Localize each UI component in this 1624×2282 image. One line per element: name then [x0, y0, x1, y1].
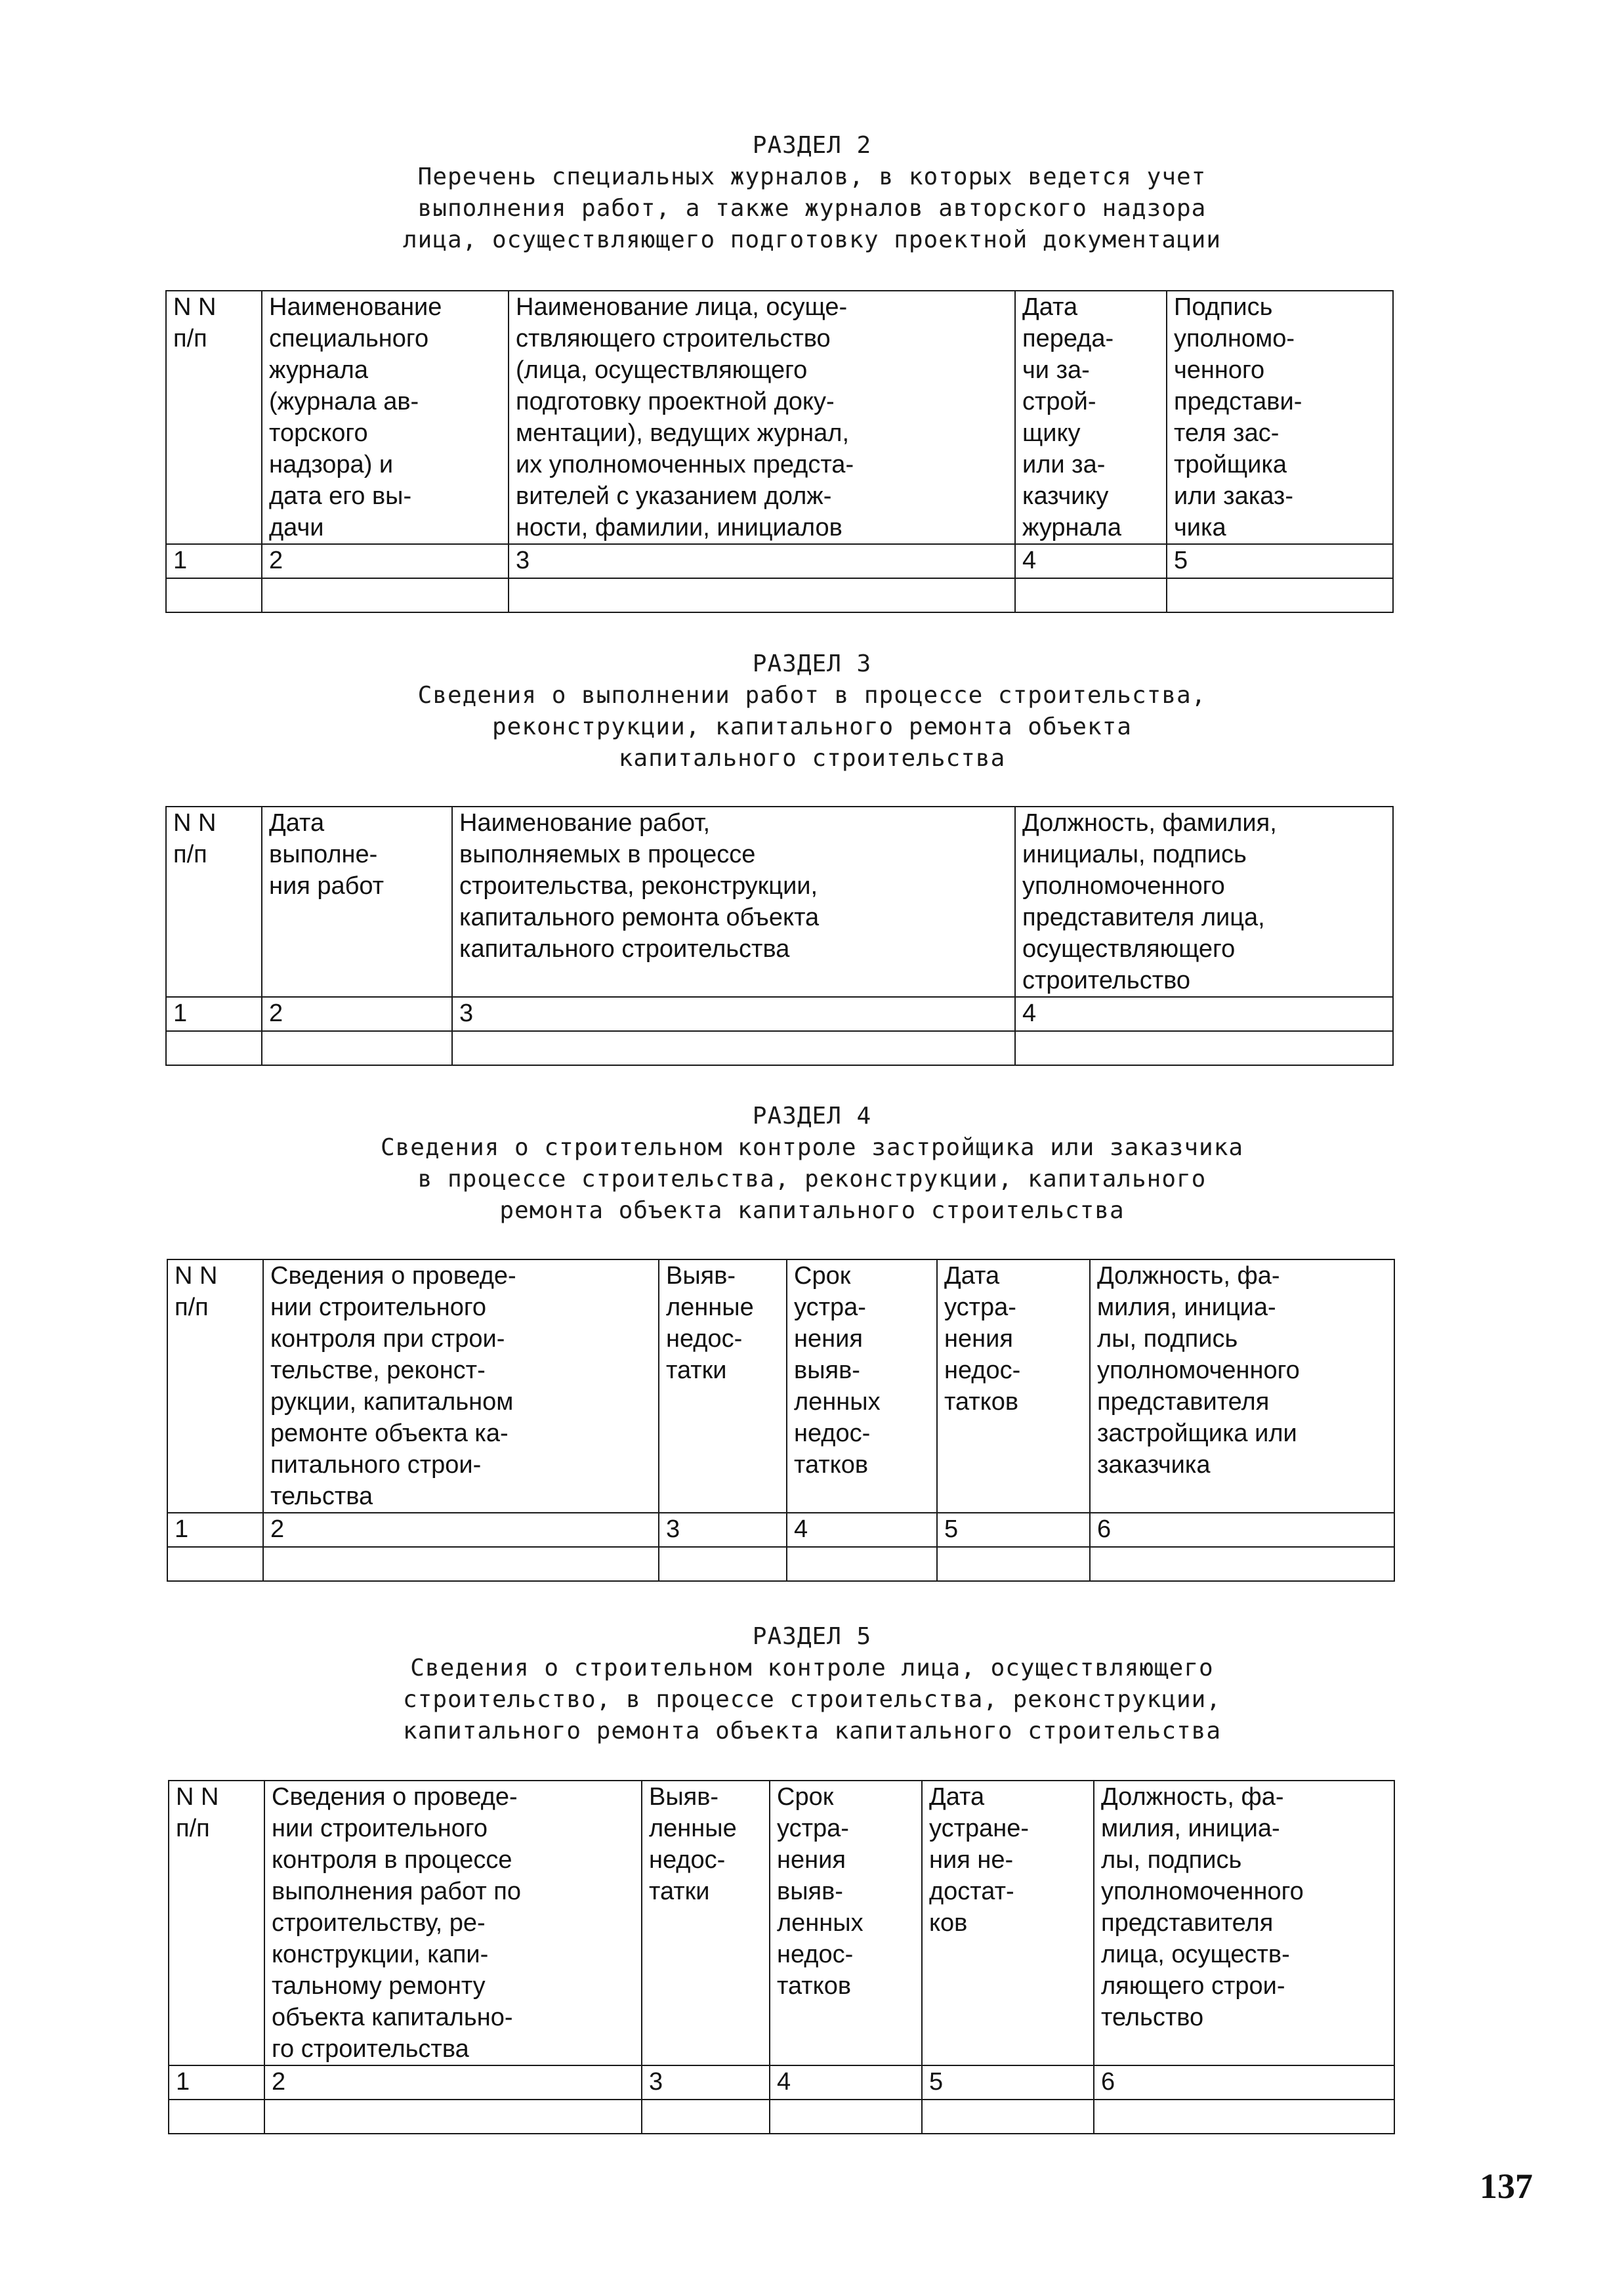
header-cell-journal-name: Наименование специального журнала (журнала ав- торского надзора) и дата его вы- дачи — [262, 291, 509, 544]
empty-cell — [169, 2100, 264, 2134]
section-4-table — [167, 1259, 1395, 1582]
column-number-cell: 4 — [787, 1513, 937, 1547]
section-2-table — [165, 290, 1394, 613]
column-number-cell: 1 — [166, 544, 262, 578]
section-4-title-line-3: ремонта объекта капитального строительства — [499, 1197, 1125, 1224]
empty-cell — [264, 2100, 642, 2134]
header-row — [166, 291, 1393, 544]
header-cell-fix-date: Дата устра- нения недос- татков — [937, 1259, 1090, 1513]
empty-cell — [263, 1547, 659, 1581]
section-5-table — [168, 1780, 1395, 2134]
header-cell-work-name: Наименование работ, выполняемых в процессе строительства, реконструкции, капитального ремонта объекта капитального строительства — [452, 807, 1015, 997]
empty-cell — [167, 1547, 263, 1581]
empty-data-row — [167, 1547, 1394, 1581]
section-3-title-line-2: реконструкции, капитального ремонта объекта — [492, 713, 1132, 740]
empty-cell — [166, 1031, 262, 1065]
column-number-cell: 2 — [264, 2065, 642, 2100]
column-number-cell: 4 — [770, 2065, 922, 2100]
section-2-title-line-2: выполнения работ, а также журналов авторского надзора — [417, 195, 1207, 222]
empty-cell — [262, 1031, 452, 1065]
column-number-cell: 1 — [166, 997, 262, 1031]
empty-data-row — [166, 1031, 1393, 1065]
header-cell-work-date: Дата выполне- ния работ — [262, 807, 452, 997]
column-number-cell: 5 — [1167, 544, 1393, 578]
empty-cell — [166, 578, 262, 612]
column-number-row — [167, 1513, 1394, 1547]
column-number-cell: 5 — [937, 1513, 1090, 1547]
header-cell-defects: Выяв- ленные недос- татки — [642, 1781, 770, 2065]
header-cell-control-info: Сведения о проведе- нии строительного контроля при строи- тельстве, реконст- рукции, капитальном ремонте объекта ка- питального строи- тельства — [263, 1259, 659, 1513]
header-cell-number: N N п/п — [167, 1259, 263, 1513]
section-5-title-line-2: строительство, в процессе строительства, реконструкции, — [402, 1686, 1222, 1713]
section-2-title-line-3: лица, осуществляющего подготовку проектной документации — [402, 226, 1222, 253]
empty-cell — [452, 1031, 1015, 1065]
header-cell-position-signature: Должность, фа- милия, инициа- лы, подпись уполномоченного представителя лица, осуществ- ляющего строи- тельство — [1094, 1781, 1394, 2065]
column-number-cell: 3 — [659, 1513, 787, 1547]
column-number-cell: 2 — [262, 997, 452, 1031]
header-cell-position-signature: Должность, фамилия, инициалы, подпись уполномоченного представителя лица, осуществляющего строительство — [1015, 807, 1393, 997]
empty-cell — [659, 1547, 787, 1581]
empty-cell — [1015, 578, 1167, 612]
column-number-row — [166, 997, 1393, 1031]
column-number-cell: 2 — [263, 1513, 659, 1547]
header-row — [169, 1781, 1394, 2065]
header-cell-signature: Подпись уполномо- ченного представи- теля зас- тройщика или заказ- чика — [1167, 291, 1393, 544]
column-number-cell: 3 — [509, 544, 1015, 578]
section-2-title-line-1: Перечень специальных журналов, в которых ведется учет — [417, 163, 1207, 190]
empty-cell — [1094, 2100, 1394, 2134]
header-row — [167, 1259, 1394, 1513]
section-4-heading — [0, 1101, 1624, 1227]
column-number-row — [166, 544, 1393, 578]
header-cell-fix-deadline: Срок устра- нения выяв- ленных недос- татков — [770, 1781, 922, 2065]
section-4-title-line-1: Сведения о строительном контроле застройщика или заказчика — [380, 1134, 1244, 1161]
header-cell-defects: Выяв- ленные недос- татки — [659, 1259, 787, 1513]
column-number-cell: 6 — [1090, 1513, 1394, 1547]
column-number-cell: 1 — [167, 1513, 263, 1547]
header-cell-transfer-date: Дата переда- чи за- строй- щику или за- казчику журнала — [1015, 291, 1167, 544]
empty-cell — [787, 1547, 937, 1581]
column-number-cell: 6 — [1094, 2065, 1394, 2100]
empty-data-row — [169, 2100, 1394, 2134]
empty-cell — [642, 2100, 770, 2134]
header-row — [166, 807, 1393, 997]
column-number-row — [169, 2065, 1394, 2100]
section-3-title-line-1: Сведения о выполнении работ в процессе строительства, — [417, 682, 1207, 709]
section-2-heading — [0, 130, 1624, 256]
empty-cell — [509, 578, 1015, 612]
column-number-cell: 2 — [262, 544, 509, 578]
header-cell-number: N N п/п — [169, 1781, 264, 2065]
section-3-label: РАЗДЕЛ 3 — [752, 650, 872, 677]
section-5-title-line-3: капитального ремонта объекта капитального строительства — [402, 1718, 1222, 1744]
header-cell-number: N N п/п — [166, 291, 262, 544]
header-cell-fix-deadline: Срок устра- нения выяв- ленных недос- татков — [787, 1259, 937, 1513]
empty-cell — [1167, 578, 1393, 612]
empty-cell — [262, 578, 509, 612]
column-number-cell: 1 — [169, 2065, 264, 2100]
section-3-table — [165, 806, 1394, 1066]
empty-cell — [937, 1547, 1090, 1581]
section-2-label: РАЗДЕЛ 2 — [752, 132, 872, 159]
section-3-heading — [0, 648, 1624, 774]
page-number: 137 — [1480, 2166, 1533, 2206]
empty-cell — [770, 2100, 922, 2134]
empty-cell — [922, 2100, 1094, 2134]
header-cell-number: N N п/п — [166, 807, 262, 997]
section-5-heading — [0, 1621, 1624, 1747]
section-3-title-line-3: капитального строительства — [618, 745, 1006, 772]
header-cell-position-signature: Должность, фа- милия, инициа- лы, подпись уполномоченного представителя застройщика или заказчика — [1090, 1259, 1394, 1513]
column-number-cell: 5 — [922, 2065, 1094, 2100]
section-5-label: РАЗДЕЛ 5 — [752, 1623, 872, 1650]
column-number-cell: 4 — [1015, 997, 1393, 1031]
section-4-title-line-2: в процессе строительства, реконструкции, капитального — [417, 1166, 1207, 1193]
empty-cell — [1090, 1547, 1394, 1581]
header-cell-control-info: Сведения о проведе- нии строительного контроля в процессе выполнения работ по строительству, ре- конструкции, капи- тальному ремонту объекта капитально- го строительства — [264, 1781, 642, 2065]
empty-data-row — [166, 578, 1393, 612]
header-cell-person-name: Наименование лица, осуще- ствляющего строительство (лица, осуществляющего подготовку проектной доку- ментации), ведущих журнал, их уполномоченных предста- вителей с указанием долж- ности, фамилии, инициалов — [509, 291, 1015, 544]
column-number-cell: 3 — [642, 2065, 770, 2100]
header-cell-fix-date: Дата устране- ния не- достат- ков — [922, 1781, 1094, 2065]
empty-cell — [1015, 1031, 1393, 1065]
section-5-title-line-1: Сведения о строительном контроле лица, осуществляющего — [410, 1655, 1214, 1681]
section-4-label: РАЗДЕЛ 4 — [752, 1103, 872, 1130]
column-number-cell: 3 — [452, 997, 1015, 1031]
column-number-cell: 4 — [1015, 544, 1167, 578]
